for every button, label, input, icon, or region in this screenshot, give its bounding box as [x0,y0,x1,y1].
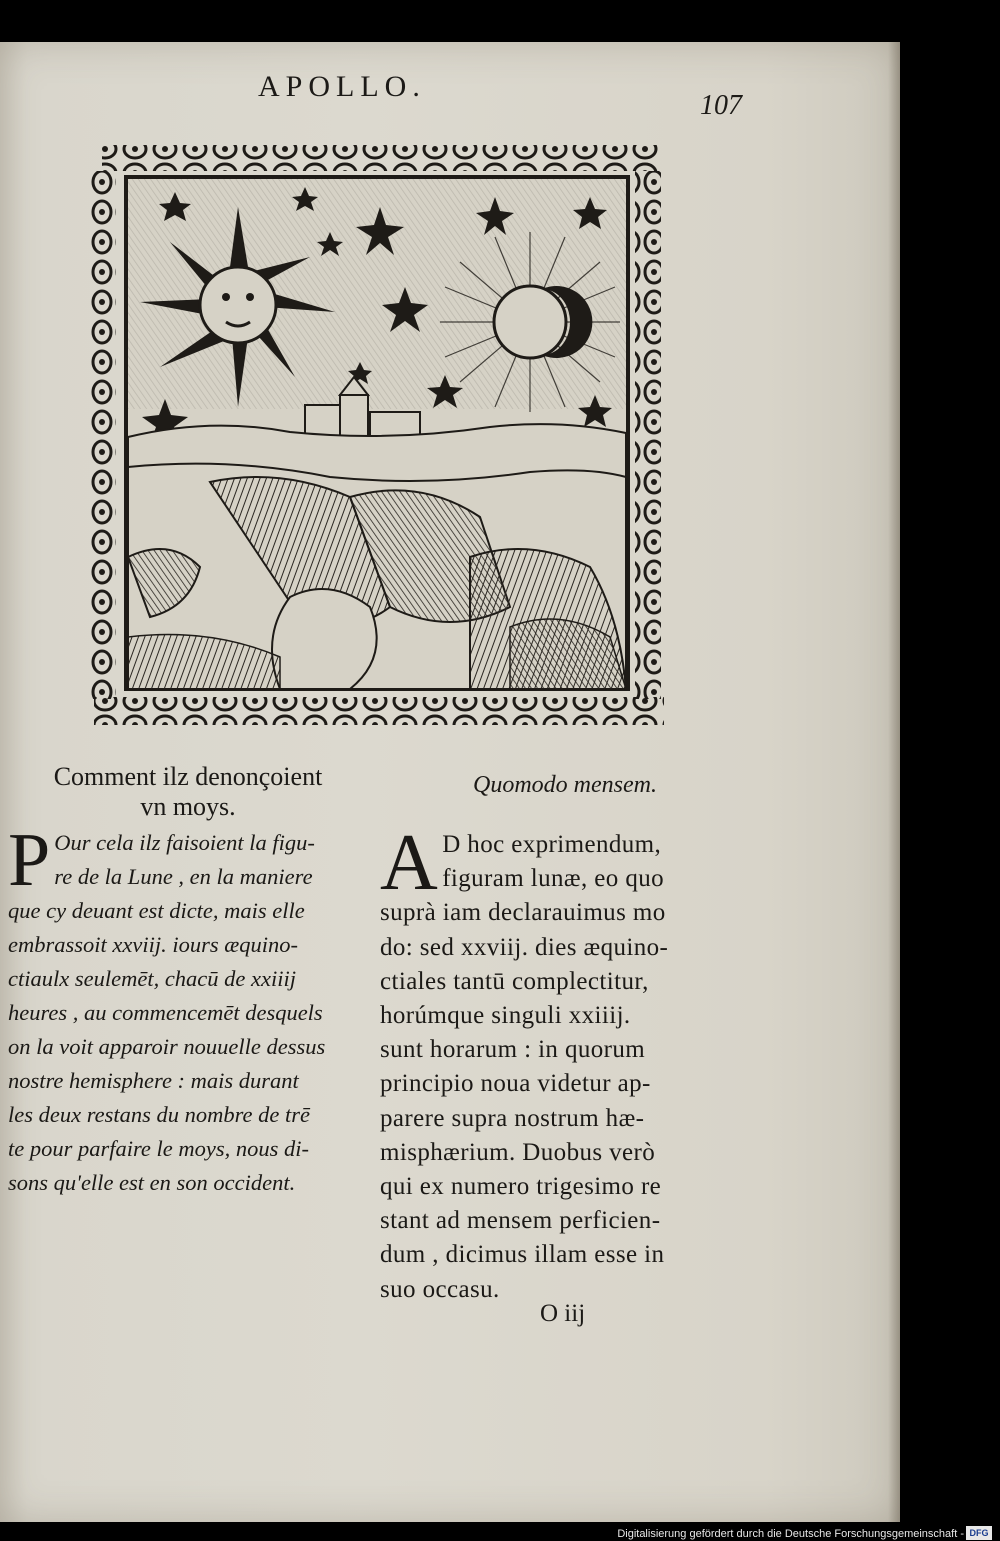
latin-heading: Quomodo mensem. [473,772,657,798]
woodcut-sun-moon-stars-icon [90,137,672,742]
page-edge-shadow [888,42,900,1522]
text-line: sons qu'elle est en son occident. [8,1170,296,1195]
text-line: que cy deuant est dicte, mais elle [8,898,305,923]
page-number: 107 [700,90,742,121]
text-line: ctiales tantū complectitur, [380,967,649,995]
text-line: stant ad mensem perficien- [380,1207,661,1235]
french-heading [8,762,368,822]
text-line: sunt horarum : in quorum [380,1036,646,1064]
text-line: ctiaulx seulemēt, chacū de xxiiij [8,966,297,991]
french-column [8,818,360,1200]
text-line: heures , au commencemēt desquels [8,1000,323,1025]
text-line: do: sed xxviij. dies æquino- [380,933,669,961]
woodcut-illustration [90,137,672,742]
text-line: re de la Lune , en la maniere [54,864,313,889]
dfg-logo: DFG [966,1526,992,1540]
text-line: les deux restans du nombre de trē [8,1102,311,1127]
text-line: suo occasu. [380,1275,500,1303]
text-line: misphærium. Duobus verò [380,1138,656,1166]
digitization-credit: Digitalisierung gefördert durch die Deutsche Forschungsgemeinschaft - [617,1528,964,1540]
french-heading-line: vn moys. [140,792,236,821]
signature-mark: O iij [540,1300,586,1327]
text-line: on la voit apparoir nouuelle dessus [8,1034,326,1059]
text-line: suprà iam declarauimus mo [380,899,666,927]
text-line: figuram lunæ, eo quo [442,865,665,893]
text-line: embrassoit xxviij. iours æquino- [8,932,298,957]
text-line: principio noua videtur ap- [380,1070,651,1098]
text-line: horúmque singuli xxiiij. [380,1002,631,1030]
book-page [0,42,900,1522]
latin-column [380,819,732,1307]
running-head: APOLLO. [258,70,426,103]
latin-drop-capital: A [380,819,439,907]
text-line: dum , dicimus illam esse in [380,1241,665,1269]
french-drop-capital: P [8,818,51,902]
french-heading-line: Comment ilz denonçoient [53,762,323,791]
text-line: qui ex numero trigesimo re [380,1173,662,1201]
text-line: nostre hemisphere : mais durant [8,1068,299,1093]
text-line: D hoc exprimendum, [442,831,662,858]
text-line: parere supra nostrum hæ- [380,1104,645,1132]
text-line: Our cela ilz faisoient la figu- [54,830,315,855]
text-line: te pour parfaire le moys, nous di- [8,1136,310,1161]
